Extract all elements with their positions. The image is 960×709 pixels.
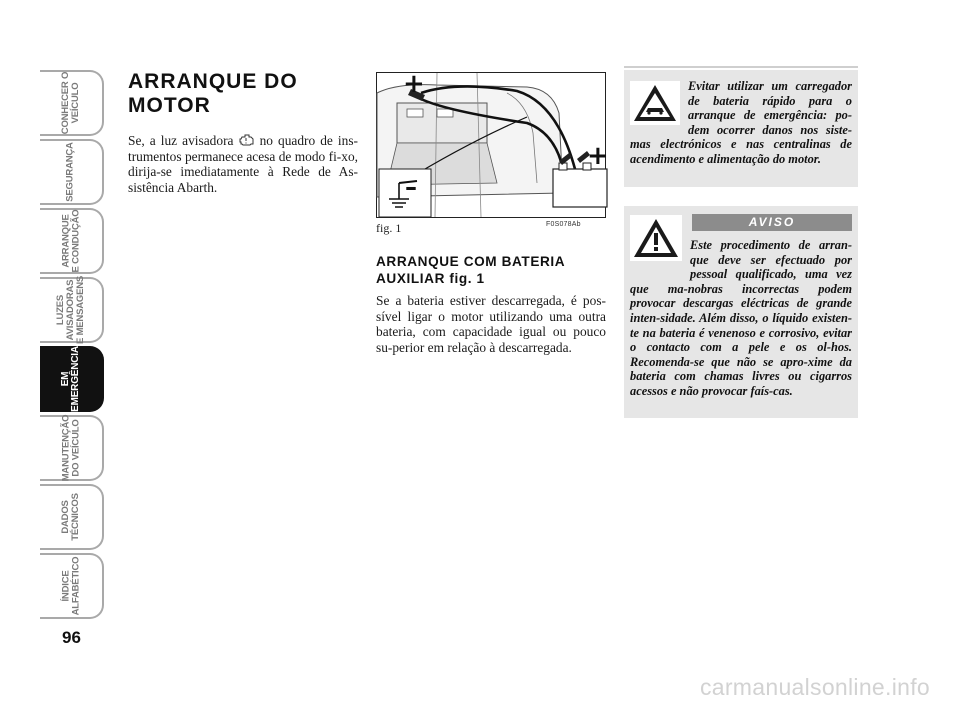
section-title: ARRANQUE DO MOTOR — [128, 70, 298, 117]
warning-text: Este procedimento de arran-que deve ser efectuado por pessoal qualificado, uma vez que ma-nobras incorrectas podem provocar descargas eléctricas de grande inten-sidade. Além disso, o líquido existen-te na bateria é venenoso e corrosivo, evitar o contacto com a pele e os ol-hos. Recomenda-se que não se apro-xime da bateria com chamas livres ou cigarros acessos e não provocar faís-cas. — [630, 238, 852, 398]
plus-sign-top: + — [403, 69, 425, 99]
tab-indice-alfabetico[interactable] — [40, 553, 104, 619]
figure-caption: fig. 1 — [376, 221, 402, 235]
text-before-icon: Se, a luz avisadora — [128, 133, 234, 148]
caution-text: Evitar utilizar um carregador de bateria rápido para o arranque de emergência: po-dem ocorrer danos nos siste-mas electrónicos e nas centralinas de acendimento e alimentação do motor. — [630, 79, 852, 166]
tab-em-emergencia[interactable] — [40, 346, 104, 412]
warning-header: AVISO — [692, 214, 852, 231]
warning-triangle-icon — [630, 215, 682, 266]
subsection-body: Se a bateria estiver descarregada, é pos-sível ligar o motor utilizando uma outra bateria, com capacidade igual ou pouco su-perior em relação à descarregada. — [376, 293, 606, 355]
section-start-engine — [128, 70, 358, 195]
caution-box — [624, 70, 858, 187]
tab-label: MANUTENÇÃO DO VEÍCULO — [60, 414, 82, 482]
section-auxiliary-battery — [376, 254, 606, 355]
plus-sign-right: + — [587, 141, 609, 171]
tab-seguranca[interactable] — [40, 139, 104, 205]
figure-jump-start — [376, 69, 609, 218]
tab-label: DADOS TÉCNICOS — [60, 493, 81, 541]
tab-luzes-avisadoras[interactable] — [40, 277, 104, 343]
warning-box — [624, 206, 858, 418]
car-caution-icon — [630, 81, 680, 130]
section-body — [128, 132, 358, 195]
tab-label: ARRANQUE E CONDUÇÃO — [60, 209, 82, 273]
tab-dados-tecnicos[interactable] — [40, 484, 104, 550]
figure-code: F0S078Ab — [546, 221, 581, 228]
page-number: 96 — [62, 628, 81, 647]
watermark: carmanualsonline.info — [699, 674, 930, 700]
tab-arranque-e-conducao[interactable] — [40, 208, 104, 274]
engine-warning-icon — [239, 132, 255, 148]
subsection-title: ARRANQUE COM BATERIA AUXILIAR fig. 1 — [376, 254, 565, 286]
tab-label: CONHECER O VEÍCULO — [60, 71, 81, 135]
tab-conhecer-o-veiculo[interactable] — [40, 70, 104, 136]
tab-label: EM EMERGÊNCIA — [60, 346, 82, 412]
tab-label: ÍNDICE ALFABÉTICO — [59, 556, 81, 616]
minus-sign: – — [405, 173, 417, 201]
text-after-icon: no quadro de ins-trumentos permanece acesa de modo fi-xo, dirija-se imediatamente à Rede de As-sistência Abarth. — [128, 133, 359, 195]
box-top-rule — [624, 66, 858, 68]
tab-manutencao-do-veiculo[interactable] — [40, 415, 104, 481]
tab-label: LUZES AVISADORAS E MENSAGENS — [55, 275, 87, 345]
tab-label: SEGURANÇA — [65, 142, 76, 202]
